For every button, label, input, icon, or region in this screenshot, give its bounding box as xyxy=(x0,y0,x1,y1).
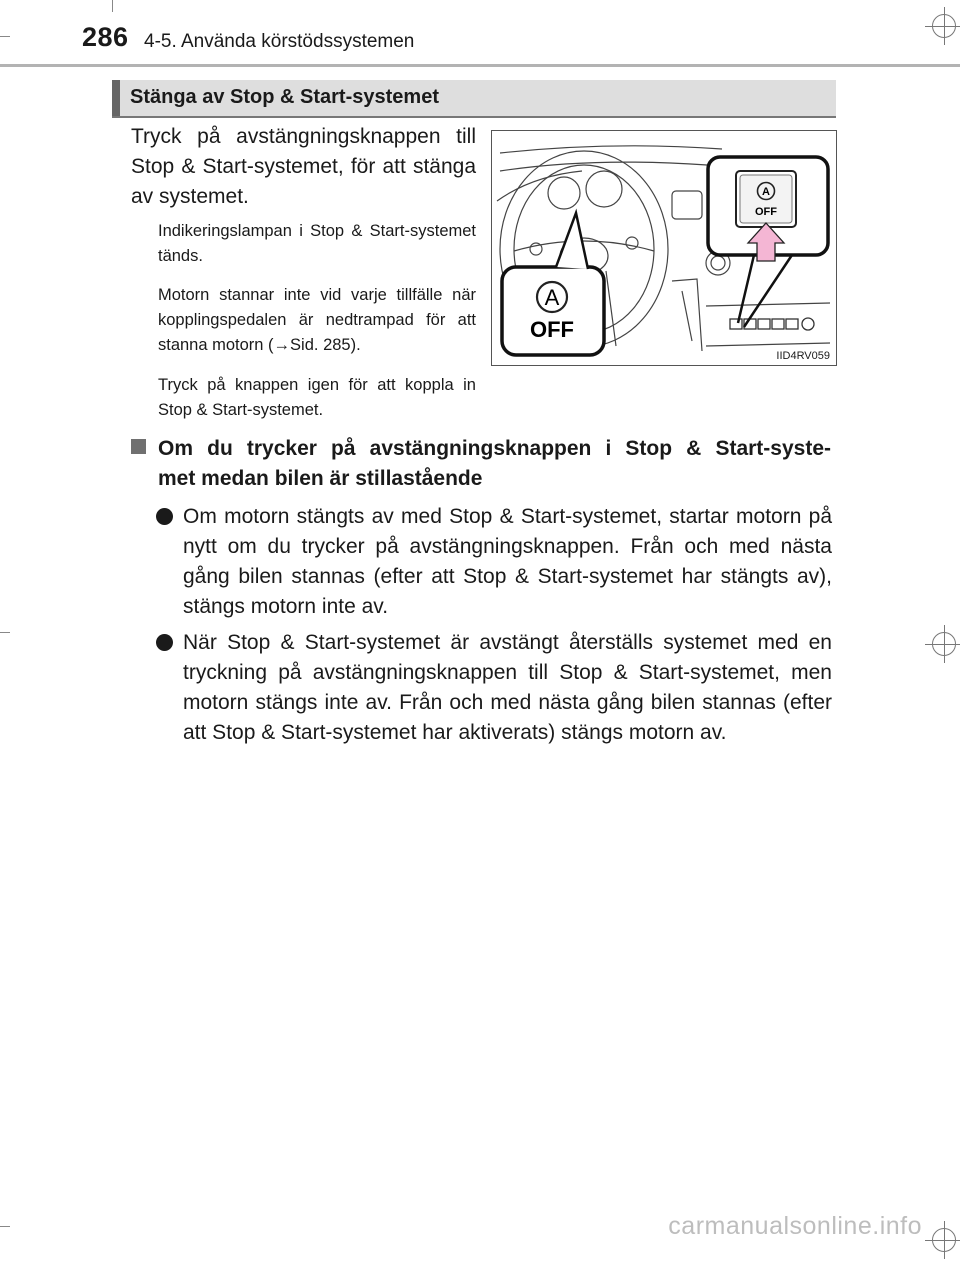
section-header-bar xyxy=(112,80,120,116)
figure-code: IID4RV059 xyxy=(776,350,830,362)
subsection-title-line2: met medan bilen är stillastående xyxy=(158,467,483,490)
svg-text:A: A xyxy=(762,186,770,198)
bullet-text: När Stop & Start-systemet är avstängt återställs systemet med en tryckning på avstängningsknappen till Stop & Start-systemet, men motorn stängs inte av. Från och med nästa gång bilen stannas (efter att Stop & Start-systemet har aktiverats) stängs motorn av. xyxy=(183,631,832,744)
intro-paragraph: Tryck på avstängningsknappen till Stop & Start-systemet, för att stänga av systemet. xyxy=(131,125,476,208)
section-title: Stänga av Stop & Start-systemet xyxy=(130,86,439,108)
registration-mark-icon xyxy=(932,1228,956,1252)
square-bullet-icon xyxy=(131,439,146,454)
crop-mark xyxy=(0,1226,10,1227)
note-clutch-pedal: Motorn stannar inte vid varje tillfälle när kopplingspedalen är nedtrampad för att stanna motorn (→Sid. 285). xyxy=(158,286,476,354)
crop-mark xyxy=(112,0,113,12)
figure-off-label-large: OFF xyxy=(530,317,574,342)
dashboard-illustration xyxy=(491,130,837,366)
subsection-heading xyxy=(131,434,831,490)
note-press-again: Tryck på knappen igen för att koppla in Stop & Start-systemet. xyxy=(158,376,476,419)
subsection-title-line1: Om du trycker på avstängningsknappen i Stop & Start-syste- xyxy=(158,437,831,460)
registration-mark-icon xyxy=(932,14,956,38)
bullet-text: Om motorn stängts av med Stop & Start-systemet, startar motorn på nytt om du trycker på avstängningsknappen. Från och med nästa gång bilen stannas (efter att Stop & Start-systemet har stängts av), stängs motorn inte av. xyxy=(183,505,832,618)
chapter-title: 4-5. Använda körstödssystemen xyxy=(144,31,415,52)
registration-mark-icon xyxy=(932,632,956,656)
watermark: carmanualsonline.info xyxy=(668,1212,922,1240)
round-bullet-icon xyxy=(156,508,173,525)
note-indicator-lamp: Indikeringslampan i Stop & Start-systemet tänds. xyxy=(158,222,476,265)
section-header xyxy=(112,80,836,118)
figure-off-label-small: OFF xyxy=(755,206,777,218)
header-rule xyxy=(0,64,960,67)
page-number: 286 xyxy=(82,22,129,52)
dashboard-drawing xyxy=(492,131,836,365)
svg-text:A: A xyxy=(544,285,560,310)
crop-mark xyxy=(0,36,10,37)
round-bullet-icon xyxy=(156,634,173,651)
crop-mark xyxy=(0,632,10,633)
